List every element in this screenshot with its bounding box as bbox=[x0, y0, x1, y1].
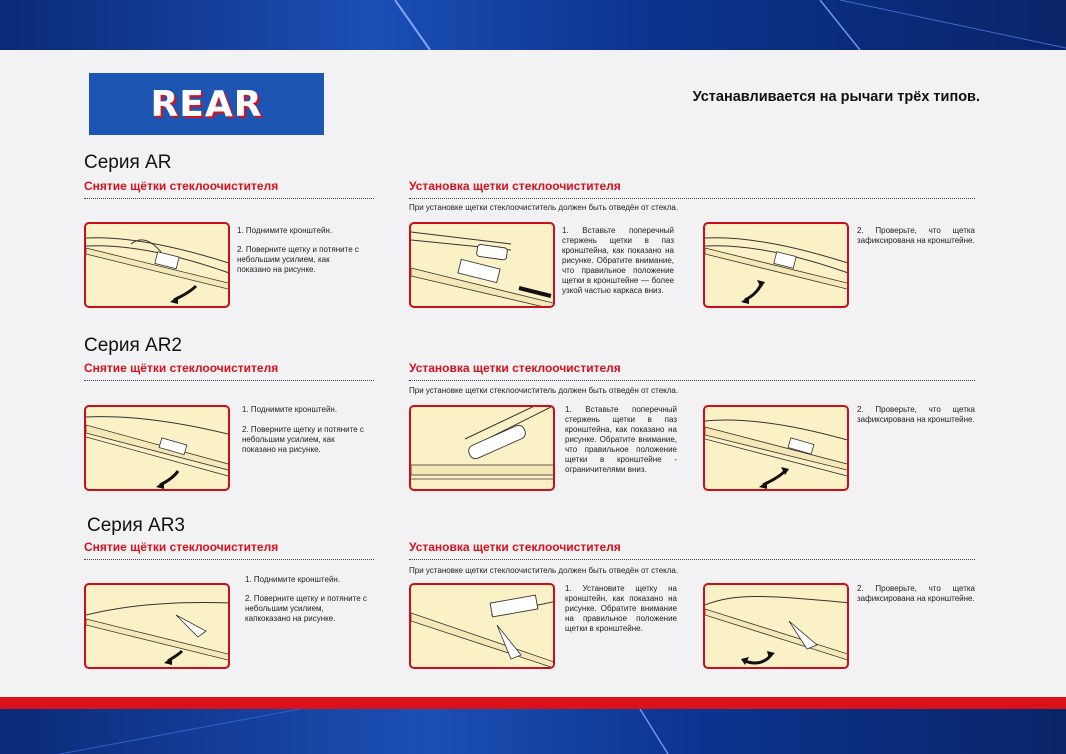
logo-text: REAR bbox=[150, 83, 263, 125]
divider bbox=[84, 559, 374, 560]
install-note-ar: При установке щетки стеклоочиститель должен быть отведён от стекла. bbox=[409, 203, 679, 212]
removal-step-1-ar2: 1. Поднимите кронштейн. bbox=[242, 405, 338, 414]
series-title-ar3: Серия AR3 bbox=[87, 515, 185, 536]
removal-title-ar3: Снятие щётки стеклоочистителя bbox=[84, 540, 279, 554]
install-illustration-2-ar3 bbox=[703, 583, 849, 669]
divider bbox=[84, 380, 374, 381]
top-banner bbox=[0, 0, 1066, 50]
divider bbox=[409, 198, 975, 199]
removal-step-1-ar: 1. Поднимите кронштейн. bbox=[237, 226, 333, 235]
install-illustration-1-ar3 bbox=[409, 583, 555, 669]
divider bbox=[84, 198, 374, 199]
removal-illustration-ar3 bbox=[84, 583, 230, 669]
install-illustration-1-ar2 bbox=[409, 405, 555, 491]
removal-step-2-ar2: 2. Поверните щетку и потяните с небольшим усилием, как показано на рисунке. bbox=[242, 425, 364, 454]
series-title-ar: Серия AR bbox=[84, 152, 172, 173]
install-step-2-ar2: 2. Проверьте, что щетка зафиксирована на кронштейне. bbox=[857, 405, 975, 424]
install-note-ar2: При установке щетки стеклоочиститель должен быть отведён от стекла. bbox=[409, 386, 679, 395]
removal-illustration-ar2 bbox=[84, 405, 230, 491]
red-stripe bbox=[0, 697, 1066, 709]
removal-step-2-ar: 2. Поверните щетку и потяните с небольшим усилием, как показано на рисунке. bbox=[237, 245, 359, 274]
blue-stripe bbox=[0, 709, 1066, 754]
removal-step-1-ar3: 1. Поднимите кронштейн. bbox=[245, 575, 341, 584]
divider bbox=[409, 559, 975, 560]
install-note-ar3: При установке щетки стеклоочиститель должен быть отведён от стекла. bbox=[409, 566, 679, 575]
bottom-banner bbox=[0, 697, 1066, 754]
install-step-1-ar2: 1. Вставьте поперечный стержень щетки в паз кронштейна, как показано на рисунке. Обратите внимание, что правильное положение щетки в кронштейне - ограничителями вниз. bbox=[565, 405, 677, 474]
install-step-1-ar: 1. Вставьте поперечный стержень щетки в паз кронштейна, как показано на рисунке. Обратите внимание, что правильное положение щетки в кронштейне — более узкой частью каркаса вниз. bbox=[562, 226, 674, 295]
install-title-ar: Установка щетки стеклоочистителя bbox=[409, 179, 621, 193]
install-title-ar2: Установка щетки стеклоочистителя bbox=[409, 361, 621, 375]
install-step-2-ar: 2. Проверьте, что щетка зафиксирована на кронштейне. bbox=[857, 226, 975, 245]
removal-title-ar: Снятие щётки стеклоочистителя bbox=[84, 179, 279, 193]
page-headline: Устанавливается на рычаги трёх типов. bbox=[692, 89, 980, 105]
install-illustration-2-ar2 bbox=[703, 405, 849, 491]
install-step-1-ar3: 1. Установите щетку на кронштейн, как показано на рисунке. Обратите внимание на правильное положение щетки в кронштейне. bbox=[565, 584, 677, 633]
install-illustration-2-ar bbox=[703, 222, 849, 308]
install-title-ar3: Установка щетки стеклоочистителя bbox=[409, 540, 621, 554]
removal-step-2-ar3: 2. Поверните щетку и потяните с небольшим усилием, капкоказано на рисунке. bbox=[245, 594, 367, 623]
removal-illustration-ar bbox=[84, 222, 230, 308]
install-step-2-ar3: 2. Проверьте, что щетка зафиксирована на кронштейне. bbox=[857, 584, 975, 603]
banner-decoration bbox=[0, 709, 1066, 754]
divider bbox=[409, 380, 975, 381]
series-title-ar2: Серия AR2 bbox=[84, 335, 182, 356]
banner-decoration bbox=[0, 0, 1066, 50]
brand-logo bbox=[89, 73, 324, 135]
removal-title-ar2: Снятие щётки стеклоочистителя bbox=[84, 361, 279, 375]
install-illustration-1-ar bbox=[409, 222, 555, 308]
